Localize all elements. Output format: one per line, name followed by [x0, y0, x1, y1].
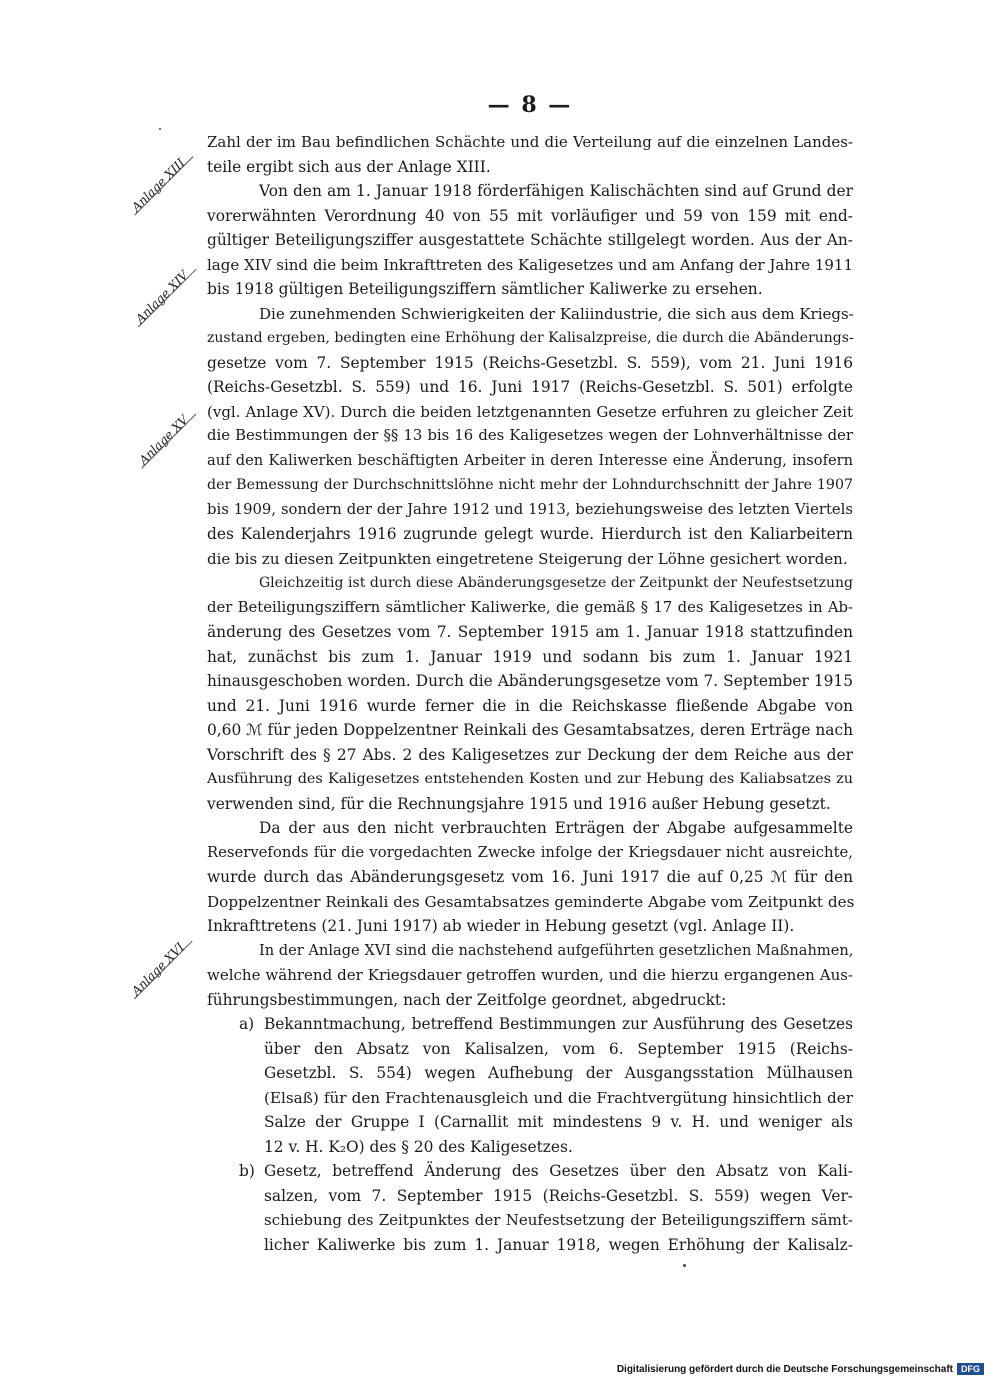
text-line: des Kalenderjahrs 1916 zugrunde gelegt wurde. Hierdurch ist den Kaliarbeitern	[207, 525, 853, 543]
text-line: vorerwähnten Verordnung 40 von 55 mit vorläufiger und 59 von 159 mit end-	[207, 206, 853, 225]
text-line: (Elsaß) für den Frachtenausgleich und die Frachtvergütung hinsichtlich der	[264, 1088, 853, 1107]
dfg-logo-icon: DFG	[957, 1363, 984, 1375]
margin-note-anlage-xv: Anlage XV	[136, 412, 191, 468]
text-line: Inkrafttretens (21. Juni 1917) ab wieder in Hebung gesetzt (vgl. Anlage II).	[207, 917, 795, 935]
text-line: auf den Kaliwerken beschäftigten Arbeiter in deren Interesse eine Änderung, insofern	[207, 451, 853, 469]
text-line: Zahl der im Bau befindlichen Schächte und die Verteilung auf die einzelnen Landes-	[207, 133, 853, 151]
list-item-b	[207, 1159, 853, 1184]
text-line: die Bestimmungen der §§ 13 bis 16 des Kaligesetzes wegen der Lohnverhältnisse der	[207, 427, 853, 444]
text-line: bis 1918 gültigen Beteiligungsziffern sämtlicher Kaliwerke zu ersehen.	[207, 280, 763, 298]
text-line: bis 1909, sondern der der Jahre 1912 und 1913, beziehungsweise des letzten Viertels	[207, 500, 853, 518]
body-text	[207, 130, 853, 1257]
text-line: gesetze vom 7. September 1915 (Reichs-Gesetzbl. S. 559), vom 21. Juni 1916	[207, 353, 853, 372]
text-line: salzen, vom 7. September 1915 (Reichs-Gesetzbl. S. 559) wegen Ver-	[264, 1186, 853, 1205]
text-line: Da der aus den nicht verbrauchten Erträgen der Abgabe aufgesammelte	[259, 819, 853, 837]
text-line: gültiger Beteiligungsziffer ausgestattete Schächte stillgelegt worden. Aus der An-	[207, 231, 853, 249]
text-line: Die zunehmenden Schwierigkeiten der Kaliindustrie, die sich aus dem Kriegs-	[259, 304, 854, 323]
text-line: Salze der Gruppe I (Carnallit mit mindestens 9 v. H. und weniger als	[264, 1113, 853, 1131]
footer-credit-text: Digitalisierung gefördert durch die Deutsche Forschungsgemeinschaft	[616, 1363, 953, 1375]
text-line: schiebung des Zeitpunktes der Neufestsetzung der Beteiligungsziffern sämt-	[264, 1211, 853, 1229]
text-line: hinausgeschoben worden. Durch die Abänderungsgesetze vom 7. September 1915	[207, 672, 853, 690]
text-line: der Beteiligungsziffern sämtlicher Kaliwerke, die gemäß § 17 des Kaligesetzes in Ab-	[207, 598, 853, 616]
text-line: Bekanntmachung, betreffend Bestimmungen zur Ausführung des Gesetzes	[264, 1015, 853, 1033]
print-speck	[683, 1264, 686, 1267]
text-line: Gesetz, betreffend Änderung des Gesetzes über den Absatz von Kali-	[264, 1162, 853, 1180]
text-line: (Reichs-Gesetzbl. S. 559) und 16. Juni 1917 (Reichs-Gesetzbl. S. 501) erfolgte	[207, 378, 853, 396]
text-line: zustand ergeben, bedingten eine Erhöhung der Kalisalzpreise, die durch die Abänderungs-	[207, 330, 854, 346]
list-marker: b)	[239, 1162, 255, 1180]
list-item-a	[207, 1012, 853, 1037]
footer	[617, 1363, 984, 1375]
text-line: Reservefonds für die vorgedachten Zwecke infolge der Kriegsdauer nicht ausreichte,	[207, 843, 853, 861]
margin-note-anlage-xiii: Anlage XIII	[129, 155, 188, 215]
text-line: die bis zu diesen Zeitpunkten eingetretene Steigerung der Löhne gesichert worden.	[207, 549, 848, 568]
margin-note-anlage-xvi: Anlage XVI	[128, 940, 187, 998]
text-line: der Bemessung der Durchschnittslöhne nicht mehr der Lohndurchschnitt der Jahre 1907	[207, 477, 853, 493]
print-speck	[159, 128, 161, 130]
text-line: 0,60 ℳ für jeden Doppelzentner Reinkali des Gesamtabsatzes, deren Erträge nach	[207, 721, 853, 739]
text-line: Gesetzbl. S. 554) wegen Aufhebung der Ausgangsstation Mülhausen	[264, 1064, 853, 1082]
text-line: Doppelzentner Reinkali des Gesamtabsatzes geminderte Abgabe vom Zeitpunkt des	[207, 892, 855, 911]
text-line: verwenden sind, für die Rechnungsjahre 1915 und 1916 außer Hebung gesetzt.	[207, 794, 831, 813]
page-number: — 8 —	[487, 92, 573, 118]
text-line: welche während der Kriegsdauer getroffen wurden, und die hierzu ergangenen Aus-	[207, 966, 853, 984]
text-line: hat, zunächst bis zum 1. Januar 1919 und sodann bis zum 1. Januar 1921	[207, 647, 853, 666]
text-line: Vorschrift des § 27 Abs. 2 des Kaligesetzes zur Deckung der dem Reiche aus der	[207, 745, 853, 764]
text-line: wurde durch das Abänderungsgesetz vom 16. Juni 1917 die auf 0,25 ℳ für den	[207, 868, 853, 886]
text-line: änderung des Gesetzes vom 7. September 1915 am 1. Januar 1918 stattzufinden	[207, 623, 853, 641]
text-line: Ausführung des Kaligesetzes entstehenden Kosten und zur Hebung des Kaliabsatzes zu	[207, 771, 853, 787]
text-line: und 21. Juni 1916 wurde ferner die in die Reichskasse fließende Abgabe von	[207, 696, 853, 715]
text-line: lage XIV sind die beim Inkrafttreten des Kaligesetzes und am Anfang der Jahre 1911	[207, 255, 853, 274]
text-line: Gleichzeitig ist durch diese Abänderungsgesetze der Zeitpunkt der Neufestsetzung	[259, 575, 853, 591]
text-line: (vgl. Anlage XV). Durch die beiden letztgenannten Gesetze erfuhren zu gleicher Zeit	[207, 402, 853, 421]
text-line: licher Kaliwerke bis zum 1. Januar 1918, wegen Erhöhung der Kalisalz-	[264, 1235, 853, 1254]
text-line: Von den am 1. Januar 1918 förderfähigen Kalischächten sind auf Grund der	[259, 182, 853, 200]
text-line: teile ergibt sich aus der Anlage XIII.	[207, 157, 491, 176]
text-line: über den Absatz von Kalisalzen, vom 6. September 1915 (Reichs-	[264, 1039, 853, 1058]
list-marker: a)	[239, 1015, 255, 1033]
margin-note-anlage-xiv: Anlage XIV	[132, 268, 191, 326]
text-line: führungsbestimmungen, nach der Zeitfolge geordnet, abgedruckt:	[207, 990, 727, 1009]
text-line: In der Anlage XVI sind die nachstehend aufgeführten gesetzlichen Maßnahmen,	[259, 941, 854, 959]
text-line: 12 v. H. K₂O) des § 20 des Kaligesetzes.	[264, 1137, 573, 1156]
